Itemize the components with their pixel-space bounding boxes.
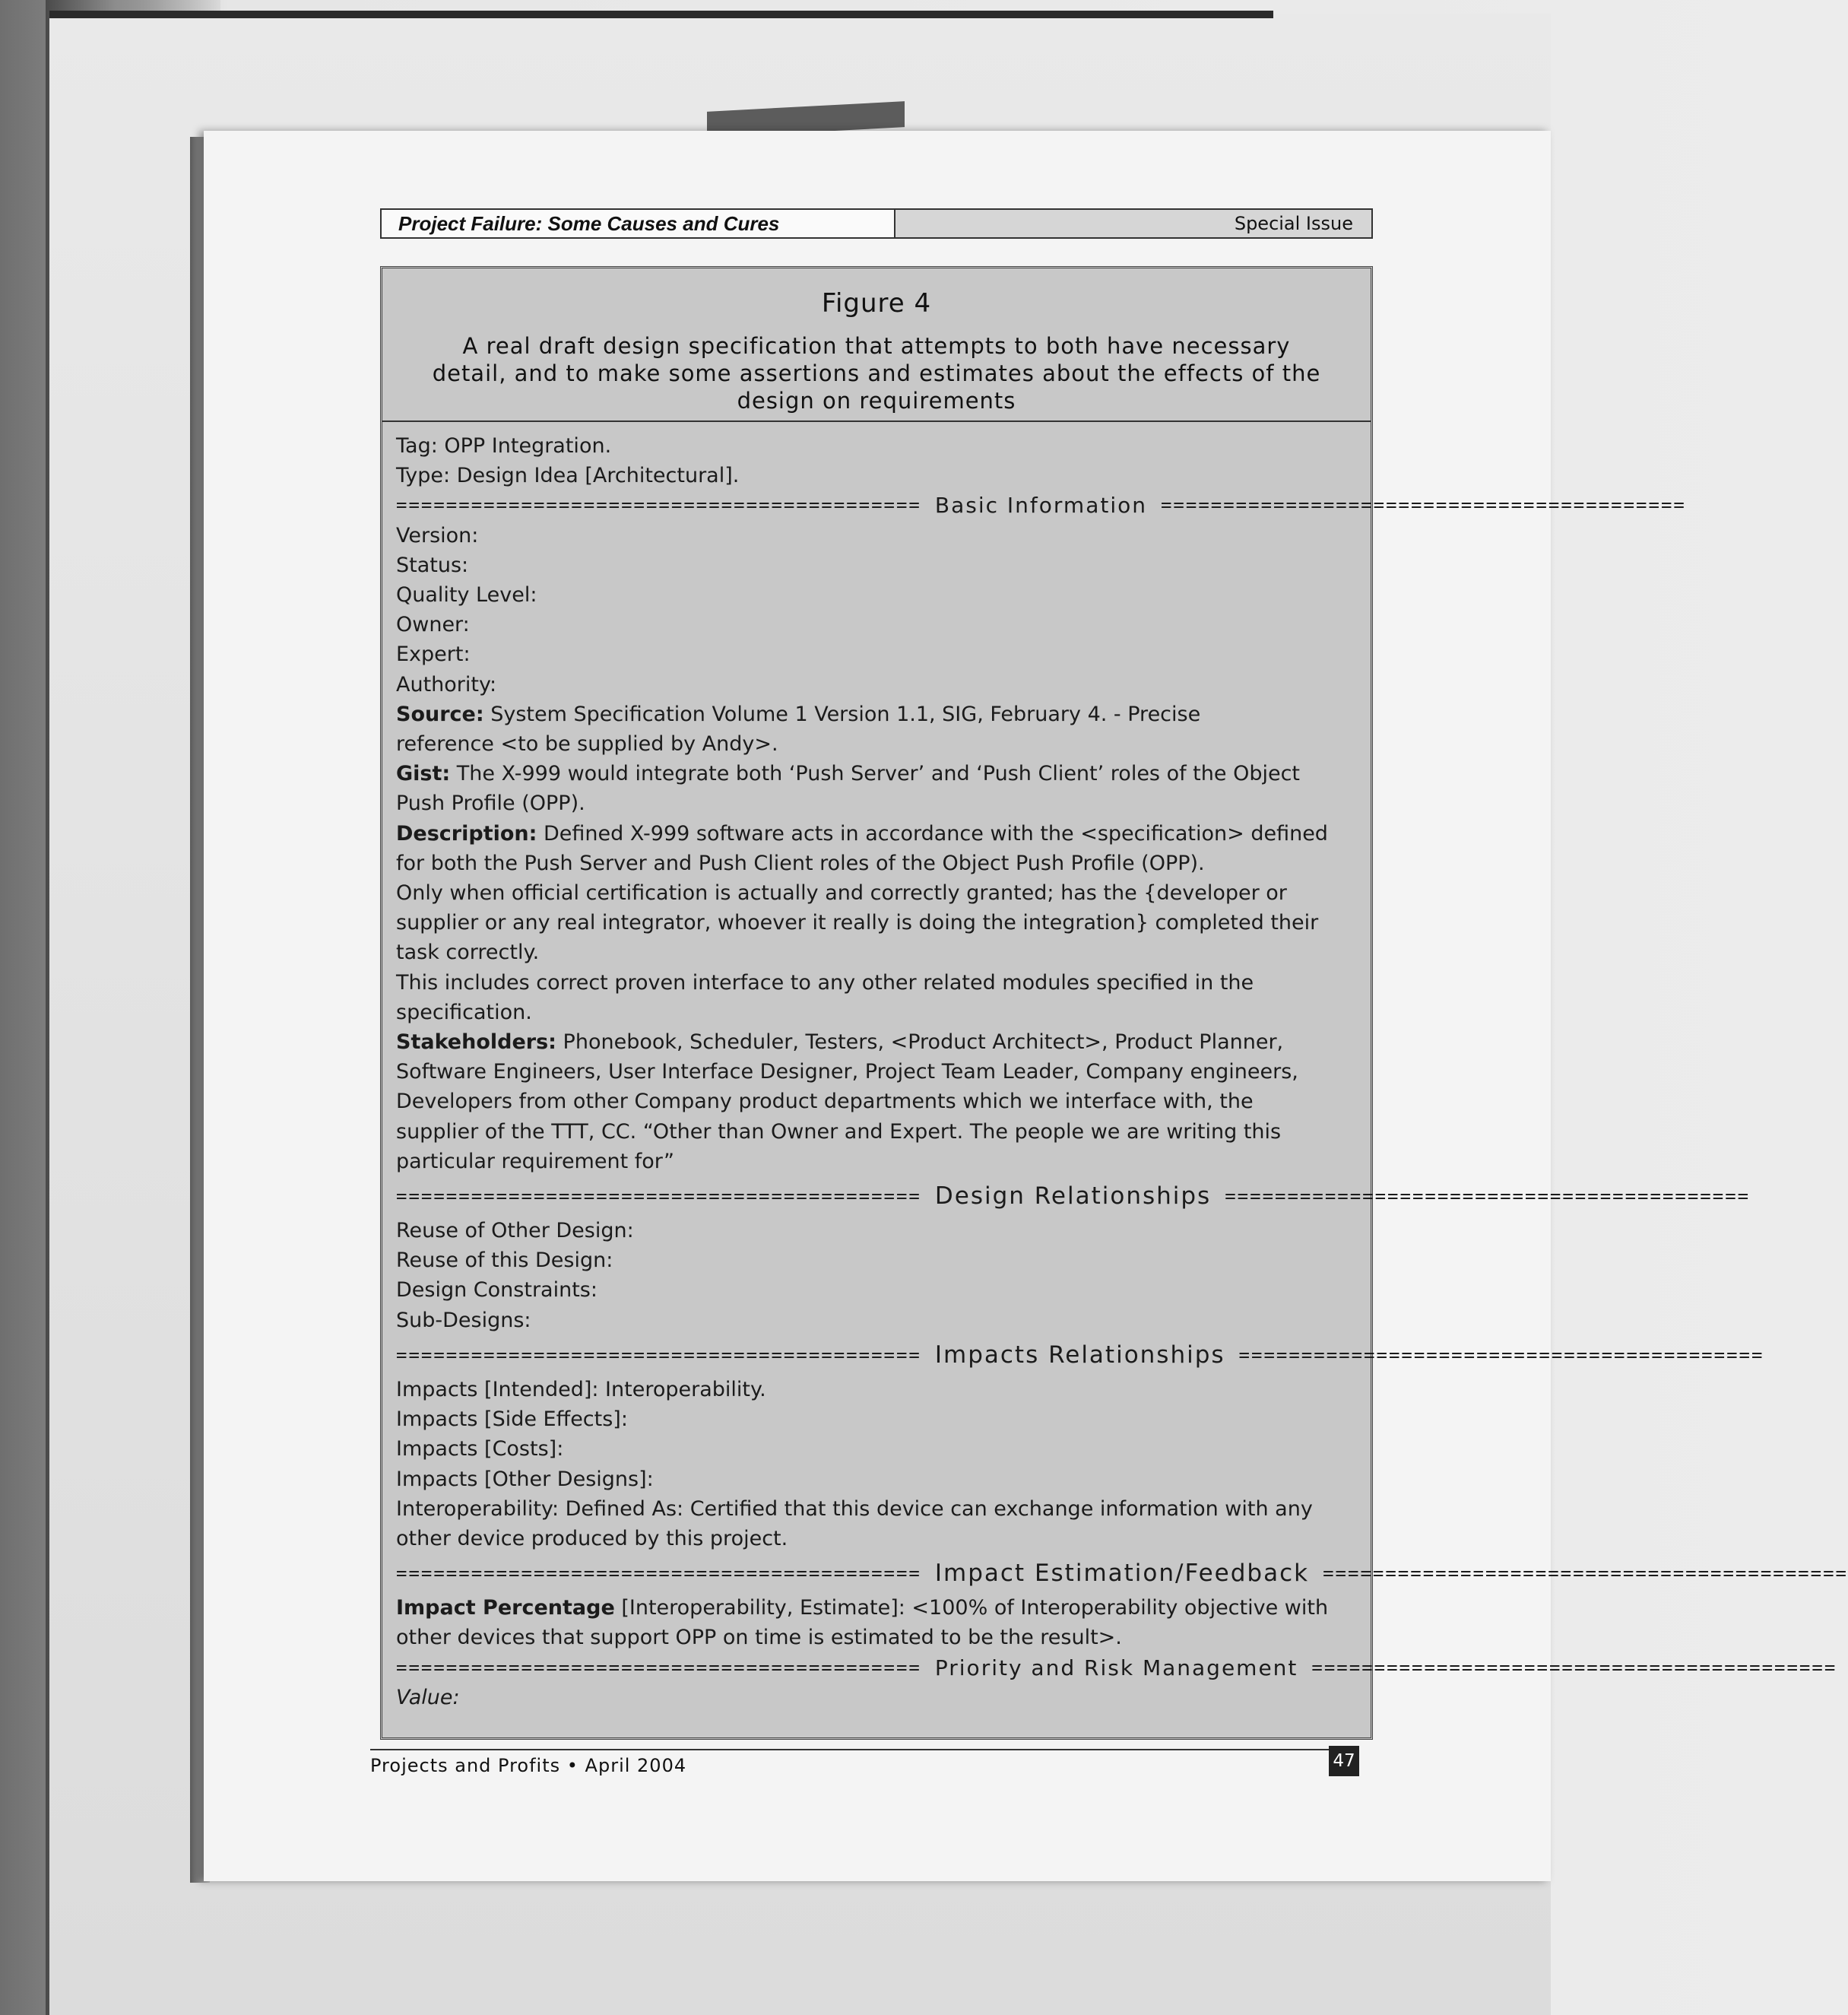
separator-rule: ========================================== xyxy=(396,1185,921,1207)
spec-gist xyxy=(396,759,1357,789)
separator-label: Impacts Relationships xyxy=(934,1341,1225,1369)
separator-rule: ========================================== xyxy=(1160,494,1686,516)
separator-label: Impact Estimation/Feedback xyxy=(934,1560,1310,1588)
figure-header xyxy=(382,268,1371,422)
spec-tag xyxy=(396,431,1357,461)
spec-source-cont: reference <to be supplied by Andy>. xyxy=(396,732,778,757)
spec-stakeholders xyxy=(396,1027,1357,1057)
spec-stakeholders-cont: Developers from other Company product departments which we interface with, the xyxy=(396,1090,1254,1114)
spec-stakeholders-cont: Software Engineers, User Interface Designer, Project Team Leader, Company engineers, xyxy=(396,1060,1298,1084)
spec-gist-label: Gist: xyxy=(396,762,451,786)
spec-interoperability-cont: other device produced by this project. xyxy=(396,1526,788,1550)
separator-impact-estimation xyxy=(396,1553,1848,1593)
spec-tag-label: Tag: xyxy=(396,434,438,458)
separator-rule: ========================================== xyxy=(396,1563,921,1585)
spec-design-constraints: Design Constraints: xyxy=(396,1278,598,1303)
separator-impacts-relationships xyxy=(396,1335,1764,1375)
spec-stakeholders-label: Stakeholders: xyxy=(396,1030,556,1055)
separator-rule: ========================================== xyxy=(1311,1656,1837,1678)
spec-authority: Authority: xyxy=(396,672,497,697)
spec-gist-cont: Push Profile (OPP). xyxy=(396,792,585,816)
page-number: 47 xyxy=(1329,1746,1359,1776)
running-header xyxy=(380,208,1373,239)
spec-type-value: Design Idea [Architectural]. xyxy=(450,464,740,488)
footer-publication: Projects and Profits • April 2004 xyxy=(370,1755,687,1776)
separator-rule: ========================================== xyxy=(396,1344,921,1366)
figure-caption: A real draft design specification that attempts to both have necessary detail, and to make some assertions and estimates about the effects of the design on requirements xyxy=(432,333,1321,414)
spec-impact-percentage-label: Impact Percentage xyxy=(396,1596,615,1620)
figure-box xyxy=(380,266,1848,1740)
spec-source xyxy=(396,700,1357,729)
spec-source-text: System Specification Volume 1 Version 1.1, SIG, February 4. - Precise xyxy=(483,702,1201,726)
spec-source-label: Source: xyxy=(396,702,484,726)
separator-label: Priority and Risk Management xyxy=(934,1655,1298,1680)
spec-impact-percentage-cont: other devices that support OPP on time is estimated to be the result>. xyxy=(396,1626,1122,1650)
separator-rule: ========================================== xyxy=(396,494,921,516)
spec-description xyxy=(396,819,1357,849)
spec-description-cont: specification. xyxy=(396,1000,532,1024)
spec-stakeholders-text: Phonebook, Scheduler, Testers, <Product Architect>, Product Planner, xyxy=(556,1030,1284,1055)
spec-quality-level: Quality Level: xyxy=(396,583,537,608)
spec-description-text: Defined X-999 software acts in accordance with the <specification> defined xyxy=(537,821,1328,846)
separator-label: Basic Information xyxy=(934,493,1147,519)
spec-body xyxy=(396,431,1848,1712)
spec-gist-text: The X-999 would integrate both ‘Push Server’ and ‘Push Client’ roles of the Object xyxy=(450,762,1301,786)
running-header-title: Project Failure: Some Causes and Cures xyxy=(382,210,895,237)
spec-value: Value: xyxy=(396,1685,460,1709)
spec-impact-percentage xyxy=(396,1593,1357,1623)
spec-type-label: Type: xyxy=(396,464,451,488)
spec-reuse-other: Reuse of Other Design: xyxy=(396,1219,634,1243)
separator-priority-risk xyxy=(396,1653,1837,1683)
spec-type xyxy=(396,461,1357,490)
separator-rule: ========================================== xyxy=(1323,1563,1848,1585)
spec-impacts-other-designs: Impacts [Other Designs]: xyxy=(396,1467,654,1491)
running-header-issue: Special Issue xyxy=(895,210,1371,237)
spec-description-cont: task correctly. xyxy=(396,941,540,965)
separator-label: Design Relationships xyxy=(934,1182,1212,1211)
footer-rule xyxy=(370,1749,1358,1750)
spec-impact-percentage-text: [Interoperability, Estimate]: <100% of Interoperability objective with xyxy=(614,1596,1329,1620)
spec-description-cont: This includes correct proven interface to any other related modules specified in the xyxy=(396,970,1254,995)
spec-description-label: Description: xyxy=(396,821,537,846)
separator-rule: ========================================== xyxy=(1225,1185,1751,1207)
spec-sub-designs: Sub-Designs: xyxy=(396,1308,531,1332)
spec-status: Status: xyxy=(396,553,469,577)
spec-description-cont: for both the Push Server and Push Client roles of the Object Push Profile (OPP). xyxy=(396,851,1205,875)
spec-impacts-side-effects: Impacts [Side Effects]: xyxy=(396,1407,628,1432)
underlying-page-rule xyxy=(49,11,1273,18)
separator-rule: ========================================== xyxy=(396,1656,921,1678)
spec-interoperability: Interoperability: Defined As: Certified that this device can exchange information with any xyxy=(396,1496,1313,1521)
figure-title: Figure 4 xyxy=(821,288,932,319)
spec-stakeholders-cont: supplier of the TTT, CC. “Other than Owner and Expert. The people we are writing this xyxy=(396,1119,1282,1144)
spec-description-cont: Only when official certification is actually and correctly granted; has the {developer or xyxy=(396,881,1287,906)
separator-basic-information xyxy=(396,490,1686,520)
spec-stakeholders-cont: particular requirement for” xyxy=(396,1149,674,1173)
spec-reuse-this: Reuse of this Design: xyxy=(396,1249,613,1273)
spec-owner: Owner: xyxy=(396,613,470,637)
separator-design-relationships xyxy=(396,1176,1751,1216)
spec-version: Version: xyxy=(396,523,479,547)
spec-impacts-intended: Impacts [Intended]: Interoperability. xyxy=(396,1377,766,1401)
spec-impacts-costs: Impacts [Costs]: xyxy=(396,1437,564,1461)
spec-description-cont: supplier or any real integrator, whoever it really is doing the integration} completed their xyxy=(396,911,1319,935)
spec-expert: Expert: xyxy=(396,643,471,667)
spec-tag-value: OPP Integration. xyxy=(437,434,612,458)
separator-rule: ========================================== xyxy=(1238,1344,1764,1366)
